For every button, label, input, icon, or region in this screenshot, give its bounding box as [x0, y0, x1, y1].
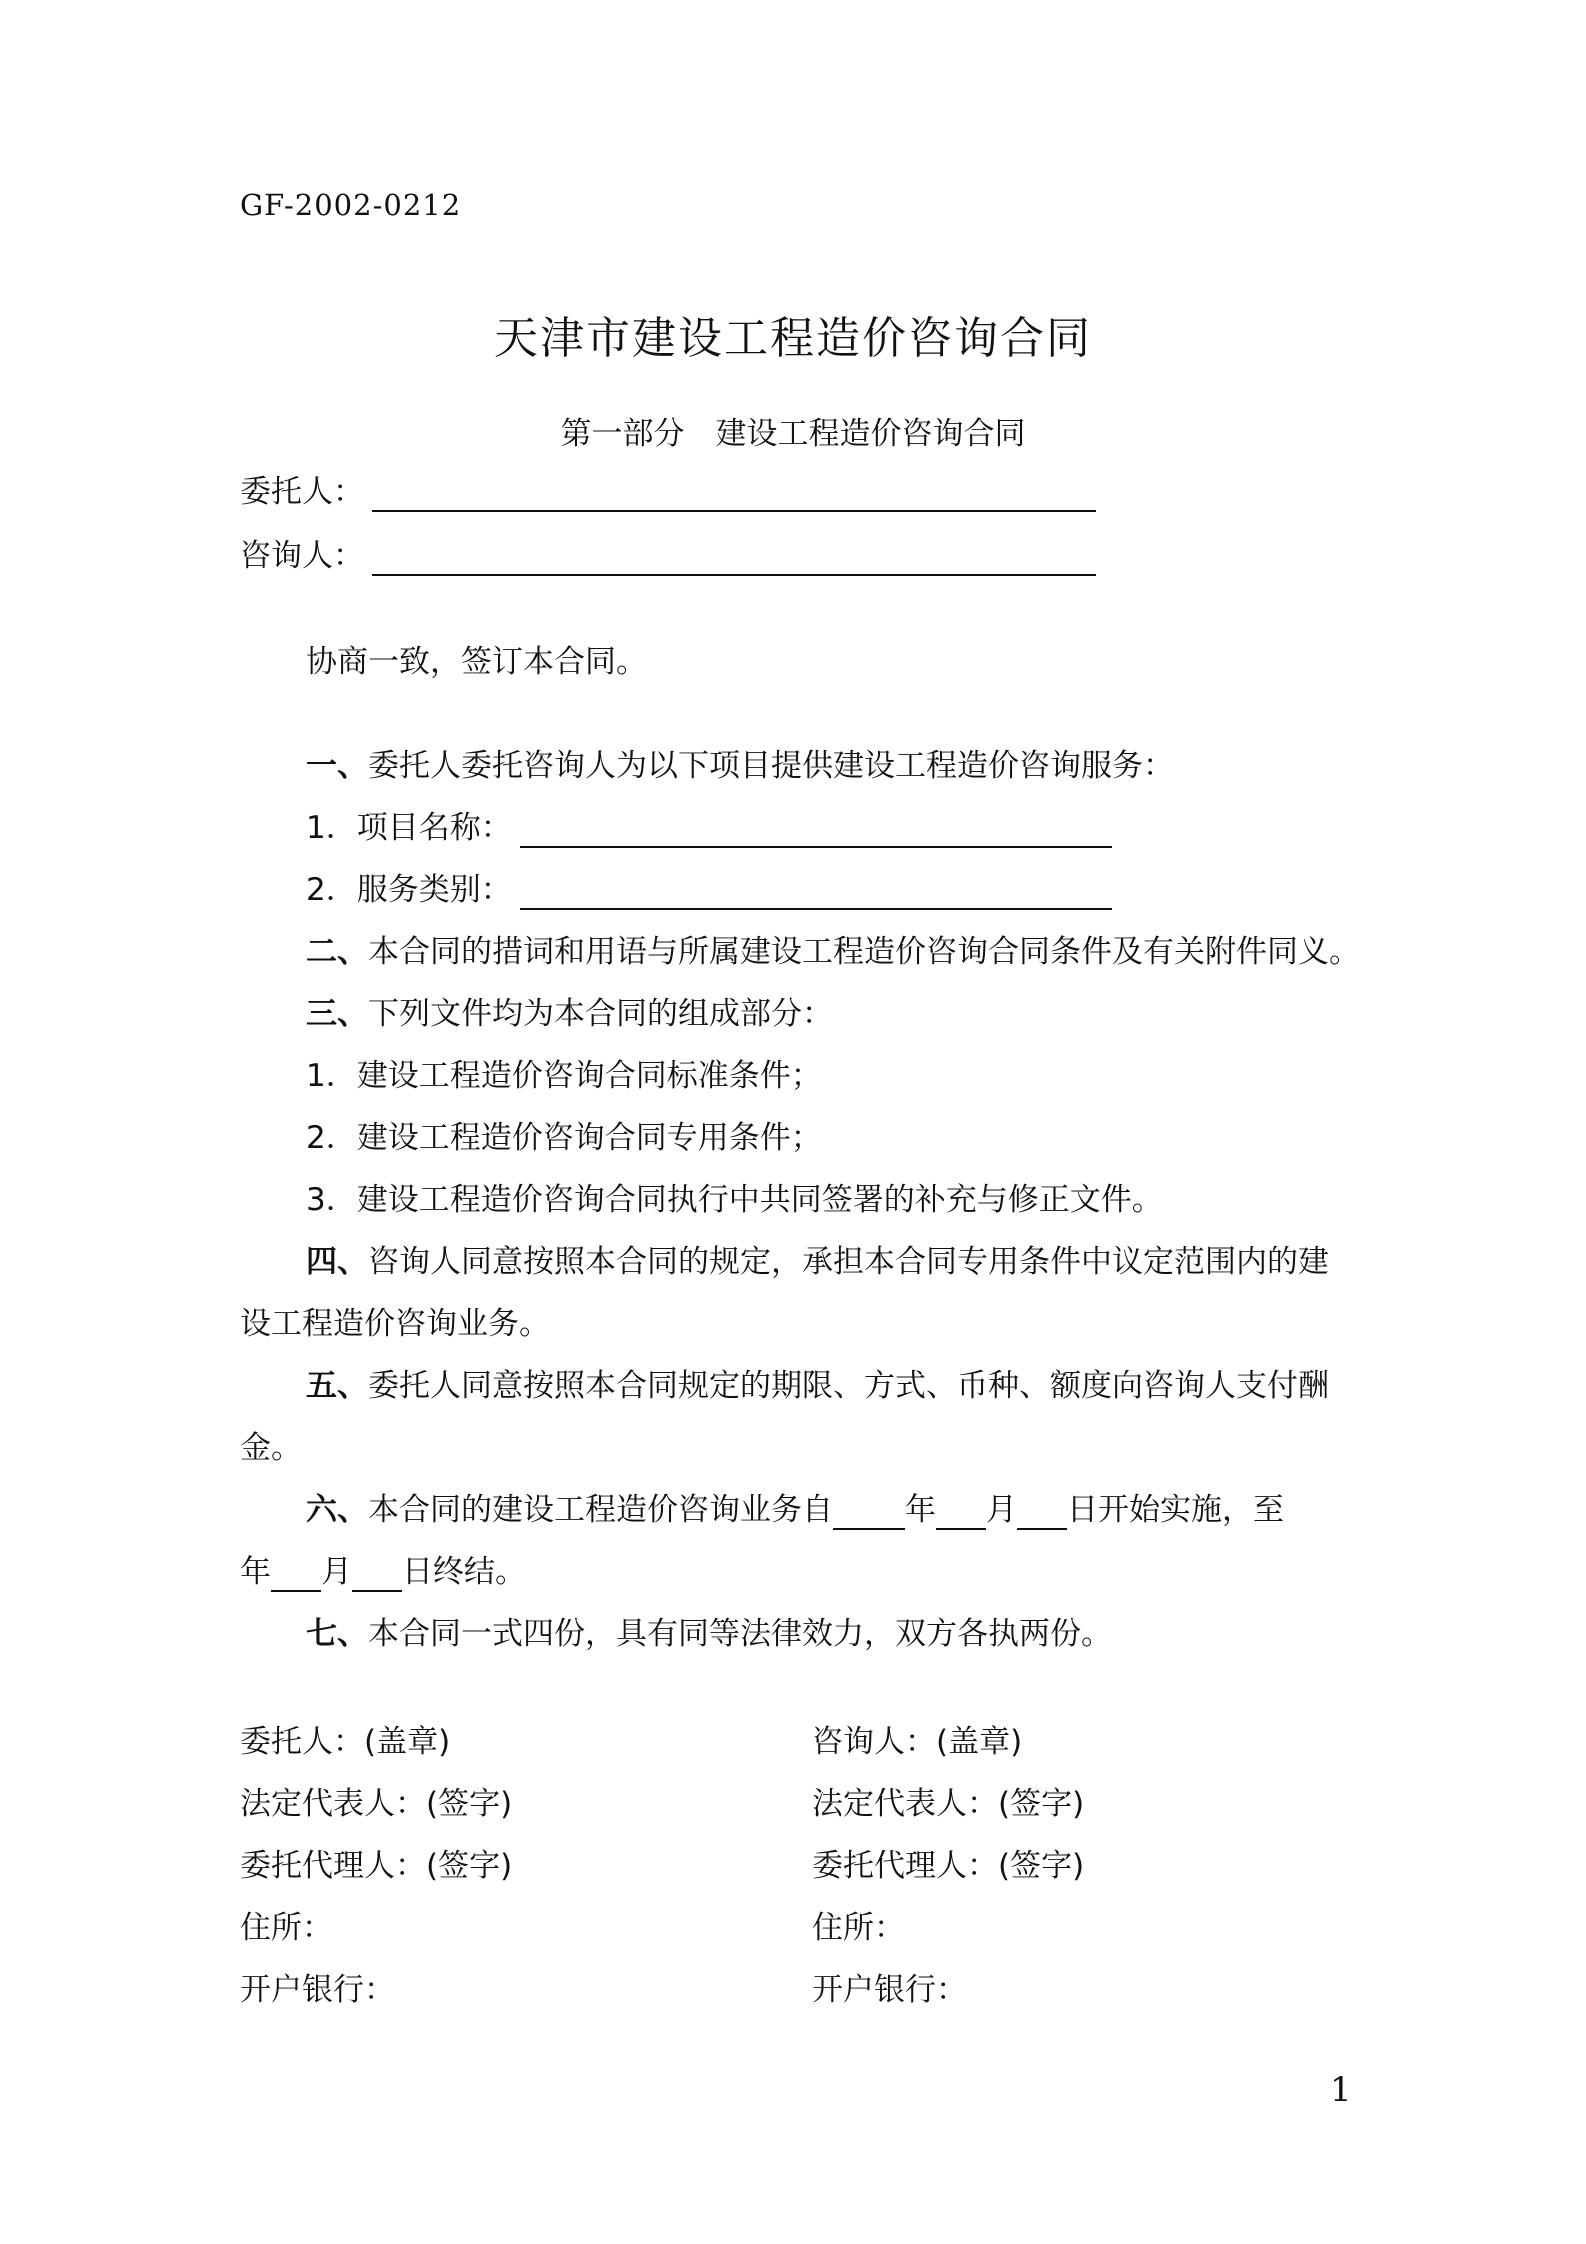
start-year-label: 年: [905, 1492, 936, 1528]
project-name-label: 1．项目名称：: [306, 810, 512, 846]
end-month-blank: [271, 1562, 321, 1592]
page-number: 1: [1330, 2070, 1352, 2110]
left-sign-address: 住所：: [240, 1910, 333, 1946]
clause-3-number: 三、: [306, 996, 368, 1032]
clause-5-text: 委托人同意按照本合同规定的期限、方式、币种、额度向咨询人支付酬: [368, 1368, 1329, 1404]
clause-4-text: 咨询人同意按照本合同的规定，承担本合同专用条件中议定范围内的建: [368, 1244, 1329, 1280]
clause-3-text: 下列文件均为本合同的组成部分：: [368, 996, 833, 1032]
consultant-label: 咨询人：: [240, 538, 364, 574]
contract-subtitle: 第一部分 建设工程造价咨询合同: [560, 416, 1026, 452]
right-sign-address: 住所：: [812, 1910, 905, 1946]
end-year-label: 年: [240, 1554, 271, 1590]
clause-6-text: 本合同的建设工程造价咨询业务自: [368, 1492, 833, 1528]
clause-2-number: 二、: [306, 934, 368, 970]
right-sign-bank: 开户银行：: [812, 1972, 967, 2008]
clause-1-text: 委托人委托咨询人为以下项目提供建设工程造价咨询服务：: [368, 748, 1174, 784]
document-code: GF-2002-0212: [240, 188, 462, 222]
clause-2-text: 本合同的措词和用语与所属建设工程造价咨询合同条件及有关附件同义。: [368, 934, 1360, 970]
client-line: [240, 472, 1096, 512]
end-month-label: 月: [321, 1554, 352, 1590]
service-type-blank: [520, 876, 1112, 910]
client-blank: [372, 478, 1096, 512]
client-label: 委托人：: [240, 474, 364, 510]
service-type-line: [306, 870, 1112, 910]
start-day-blank: [1017, 1500, 1067, 1530]
clause-3: [306, 994, 833, 1034]
contract-title: 天津市建设工程造价咨询合同: [494, 313, 1092, 364]
clause-6-number: 六、: [306, 1492, 368, 1528]
right-sign-legal-rep: 法定代表人：(签字): [812, 1786, 1085, 1822]
clause-2: [306, 932, 1360, 972]
end-day-blank: [352, 1562, 402, 1592]
consultant-line: [240, 536, 1096, 576]
service-type-label: 2．服务类别：: [306, 872, 512, 908]
start-year-blank: [833, 1500, 905, 1530]
left-sign-bank: 开户银行：: [240, 1972, 395, 2008]
project-name-line: [306, 808, 1112, 848]
start-day-label: 日开始实施，至: [1067, 1492, 1284, 1528]
clause-3-item-1: 1．建设工程造价咨询合同标准条件；: [306, 1058, 822, 1094]
clause-5-number: 五、: [306, 1368, 368, 1404]
clause-4-number: 四、: [306, 1244, 368, 1280]
left-sign-agent: 委托代理人：(签字): [240, 1848, 513, 1884]
clause-7-number: 七、: [306, 1616, 368, 1652]
right-sign-agent: 委托代理人：(签字): [812, 1848, 1085, 1884]
consultant-blank: [372, 542, 1096, 576]
project-name-blank: [520, 814, 1112, 848]
clause-1: [306, 746, 1174, 786]
clause-6-line-1: [306, 1490, 1284, 1530]
clause-6-line-2: [240, 1552, 526, 1592]
clause-5-line-1: [306, 1366, 1329, 1406]
start-month-blank: [936, 1500, 986, 1530]
clause-3-item-2: 2．建设工程造价咨询合同专用条件；: [306, 1120, 822, 1156]
intro-text: 协商一致，签订本合同。: [306, 644, 647, 680]
clause-4-line-1: [306, 1242, 1329, 1282]
clause-3-item-3: 3．建设工程造价咨询合同执行中共同签署的补充与修正文件。: [306, 1182, 1163, 1218]
clause-5-line-2: 金。: [240, 1430, 302, 1466]
clause-1-number: 一、: [306, 748, 368, 784]
start-month-label: 月: [986, 1492, 1017, 1528]
clause-4-line-2: 设工程造价咨询业务。: [240, 1306, 550, 1342]
left-sign-client: 委托人：(盖章): [240, 1724, 451, 1760]
end-day-label: 日终结。: [402, 1554, 526, 1590]
left-sign-legal-rep: 法定代表人：(签字): [240, 1786, 513, 1822]
right-sign-consultant: 咨询人：(盖章): [812, 1724, 1023, 1760]
clause-7-text: 本合同一式四份，具有同等法律效力，双方各执两份。: [368, 1616, 1112, 1652]
clause-7: [306, 1614, 1112, 1654]
